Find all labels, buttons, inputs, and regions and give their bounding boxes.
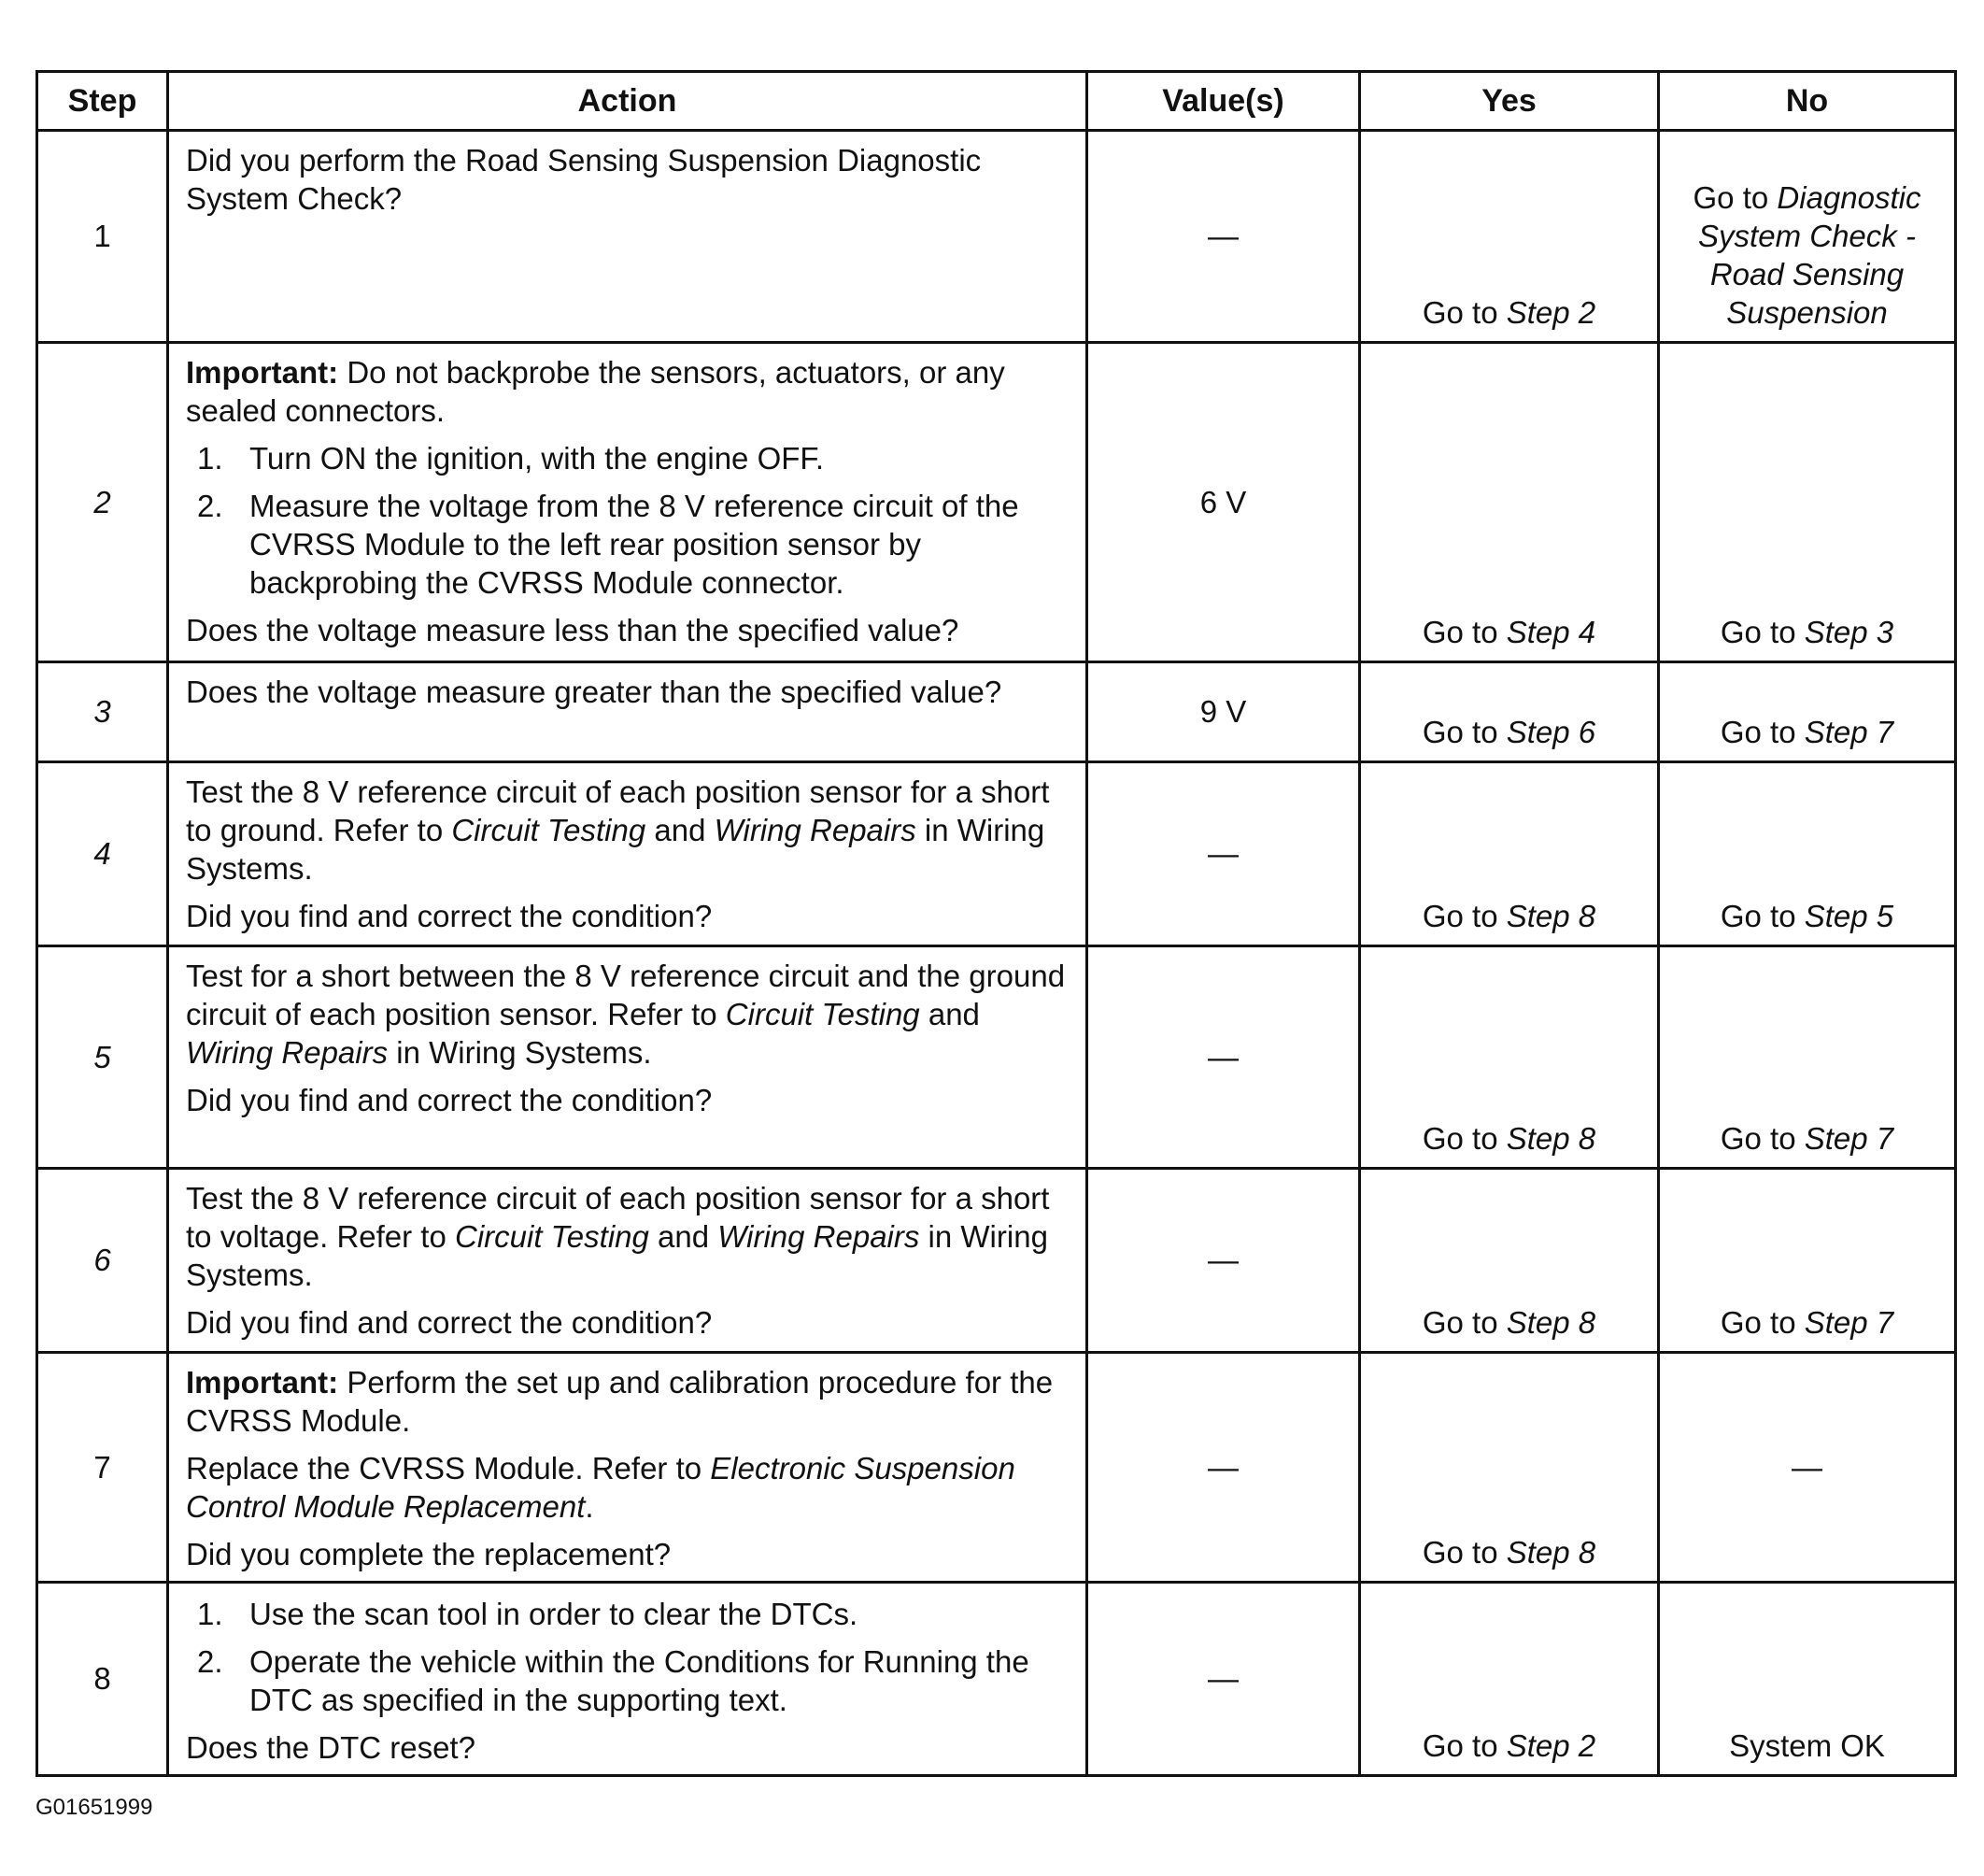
yes-cell: Go to Step 8 (1360, 1353, 1659, 1583)
action-cell (168, 946, 1087, 1169)
action-instruction: Test the 8 V reference circuit of each position sensor for a short to voltage. Refer to Circuit Testing and Wiring Repairs in Wiring Systems. (186, 1181, 1050, 1292)
step-number: 4 (37, 762, 168, 946)
header-row (37, 72, 1956, 131)
action-cell (168, 131, 1087, 343)
table-row (37, 1583, 1956, 1776)
yes-step-link[interactable]: Step 8 (1506, 1305, 1596, 1340)
value-cell: — (1087, 1169, 1360, 1353)
important-text: Do not backprobe the sensors, actuators, or any sealed connectors. (186, 355, 1005, 428)
table-row (37, 131, 1956, 343)
table-row (37, 343, 1956, 662)
table-row (37, 762, 1956, 946)
value-cell: — (1087, 131, 1360, 343)
table-row (37, 946, 1956, 1169)
no-cell: System OK (1659, 1583, 1956, 1776)
yes-cell: Go to Step 8 (1360, 1169, 1659, 1353)
table-row (37, 1353, 1956, 1583)
reference-link[interactable]: Circuit Testing (455, 1219, 649, 1254)
important-note (186, 353, 1072, 430)
yes-step-link[interactable]: Step 8 (1506, 1535, 1596, 1570)
important-label: Important: (186, 1365, 339, 1400)
action-cell (168, 762, 1087, 946)
step-number: 8 (37, 1583, 168, 1776)
no-cell: Go to Step 7 (1659, 946, 1956, 1169)
no-step-link[interactable]: Step 7 (1804, 1305, 1894, 1340)
no-cell: Go to Step 3 (1659, 343, 1956, 662)
step-number: 2 (37, 343, 168, 662)
action-cell (168, 1353, 1087, 1583)
action-question: Did you complete the replacement? (186, 1537, 672, 1571)
step-number: 6 (37, 1169, 168, 1353)
procedure-list (186, 1595, 1072, 1719)
list-item: 1. Use the scan tool in order to clear the DTCs. (197, 1597, 858, 1631)
reference-link[interactable]: Wiring Repairs (186, 1035, 389, 1070)
yes-cell: Go to Step 4 (1360, 343, 1659, 662)
yes-cell: Go to Step 8 (1360, 762, 1659, 946)
action-cell (168, 662, 1087, 762)
no-cell: Go to Step 7 (1659, 662, 1956, 762)
important-label: Important: (186, 355, 339, 390)
reference-link[interactable]: Wiring Repairs (717, 1219, 920, 1254)
step-number: 7 (37, 1353, 168, 1583)
no-step-link[interactable]: Step 5 (1804, 899, 1894, 933)
no-step-link[interactable]: Step 7 (1804, 715, 1894, 749)
header-yes: Yes (1360, 72, 1659, 131)
important-note (186, 1363, 1072, 1440)
diagnostic-table (35, 70, 1957, 1777)
step-number: 5 (37, 946, 168, 1169)
header-no: No (1659, 72, 1956, 131)
value-cell: 9 V (1087, 662, 1360, 762)
procedure-list (186, 439, 1072, 602)
value-cell: — (1087, 1353, 1360, 1583)
value-cell: — (1087, 1583, 1360, 1776)
header-step: Step (37, 72, 168, 131)
yes-step-link[interactable]: Step 8 (1506, 899, 1596, 933)
action-question: Did you perform the Road Sensing Suspension Diagnostic System Check? (186, 143, 982, 216)
yes-cell: Go to Step 8 (1360, 946, 1659, 1169)
yes-cell: Go to Step 2 (1360, 1583, 1659, 1776)
no-prefix: Go to (1693, 180, 1778, 215)
no-cell (1659, 131, 1956, 343)
action-question: Does the DTC reset? (186, 1730, 475, 1765)
table-row (37, 1169, 1956, 1353)
step-number: 3 (37, 662, 168, 762)
header-values: Value(s) (1087, 72, 1360, 131)
value-cell: 6 V (1087, 343, 1360, 662)
yes-step-link[interactable]: Step 8 (1506, 1121, 1596, 1156)
step-number: 1 (37, 131, 168, 343)
table-row (37, 662, 1956, 762)
value-cell: — (1087, 762, 1360, 946)
no-cell: Go to Step 5 (1659, 762, 1956, 946)
yes-cell (1360, 131, 1659, 343)
list-item: 2. Operate the vehicle within the Conditions for Running the DTC as specified in the supporting text. (197, 1644, 1029, 1717)
figure-id: G01651999 (35, 1795, 153, 1820)
no-step-link[interactable]: Diagnostic System Check - Road Sensing Suspension (1698, 180, 1921, 330)
action-question: Did you find and correct the condition? (186, 899, 713, 933)
yes-prefix: Go to (1422, 295, 1507, 330)
list-item: 2. Measure the voltage from the 8 V reference circuit of the CVRSS Module to the left rear position sensor by backprobing the CVRSS Module connector. (197, 489, 1019, 600)
action-cell (168, 1169, 1087, 1353)
action-question: Did you find and correct the condition? (186, 1083, 713, 1117)
action-cell (168, 343, 1087, 662)
important-text: Perform the set up and calibration procedure for the CVRSS Module. (186, 1365, 1054, 1438)
value-cell: — (1087, 946, 1360, 1169)
action-instruction: Replace the CVRSS Module. Refer to Electronic Suspension Control Module Replacement. (186, 1451, 1015, 1524)
reference-link[interactable]: Electronic Suspension Control Module Replacement (186, 1451, 1015, 1524)
reference-link[interactable]: Circuit Testing (725, 997, 920, 1031)
action-instruction: Test for a short between the 8 V reference circuit and the ground circuit of each position sensor. Refer to Circuit Testing and Wiring Repairs in Wiring Systems. (186, 959, 1066, 1070)
no-cell: Go to Step 7 (1659, 1169, 1956, 1353)
action-question: Did you find and correct the condition? (186, 1305, 713, 1340)
yes-step-link[interactable]: Step 2 (1506, 295, 1596, 330)
yes-step-link[interactable]: Step 4 (1506, 615, 1596, 649)
action-question: Does the voltage measure less than the specified value? (186, 613, 959, 647)
no-step-link[interactable]: Step 7 (1804, 1121, 1894, 1156)
action-question: Does the voltage measure greater than the specified value? (186, 675, 1002, 709)
yes-step-link[interactable]: Step 2 (1506, 1728, 1596, 1763)
no-step-link[interactable]: Step 3 (1804, 615, 1894, 649)
yes-step-link[interactable]: Step 6 (1506, 715, 1596, 749)
reference-link[interactable]: Circuit Testing (451, 813, 646, 847)
reference-link[interactable]: Wiring Repairs (714, 813, 916, 847)
action-instruction: Test the 8 V reference circuit of each position sensor for a short to ground. Refer to Circuit Testing and Wiring Repairs in Wiring Systems. (186, 775, 1050, 886)
header-action: Action (168, 72, 1087, 131)
action-cell (168, 1583, 1087, 1776)
no-cell: — (1659, 1353, 1956, 1583)
list-item: 1. Turn ON the ignition, with the engine OFF. (197, 441, 825, 476)
yes-cell: Go to Step 6 (1360, 662, 1659, 762)
